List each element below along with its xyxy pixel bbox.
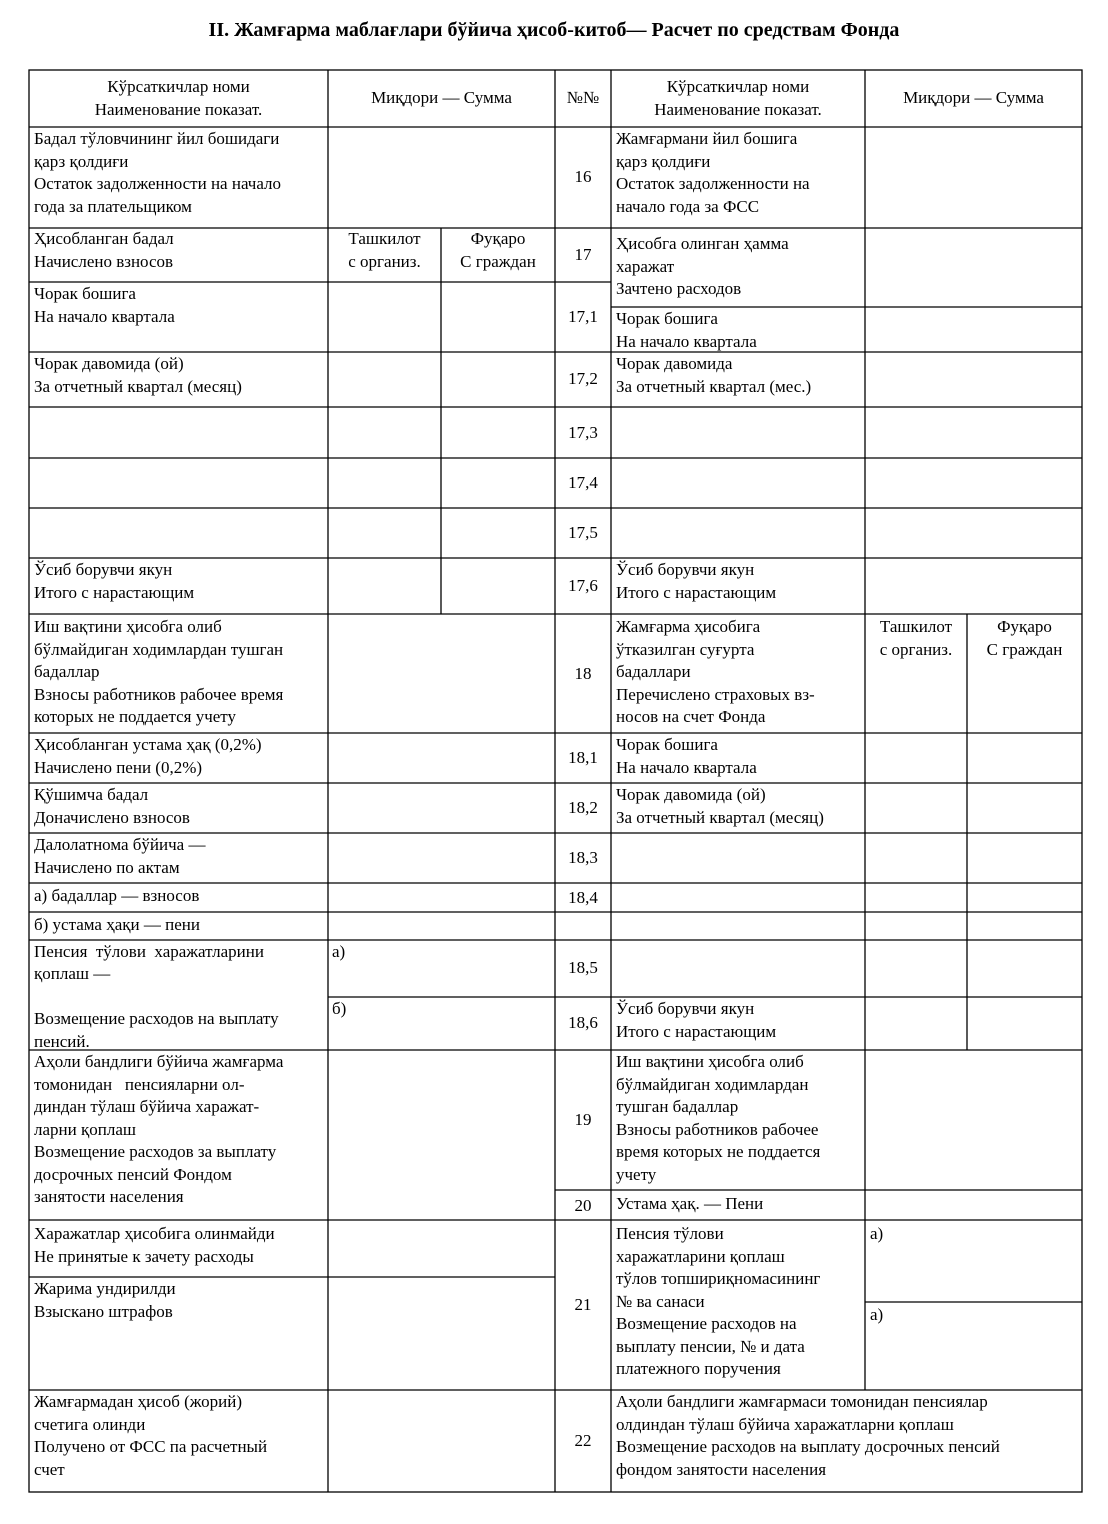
right-row-18-1: Чорак бошига На начало квартала [616, 735, 757, 777]
num-20: 20 [574, 1196, 592, 1215]
right-row-18-2: Чорак давомида (ой) За отчетный квартал (месяц) [616, 785, 824, 827]
num-18-3: 18,3 [568, 848, 598, 867]
left-row-18-4: а) бадаллар — взносов [34, 886, 200, 905]
num-17-1: 17,1 [568, 307, 598, 326]
right-row-18-cit: Фуқаро С граждан [986, 617, 1063, 659]
left-row-17-2: Чорак давомида (ой) За отчетный квартал (месяц) [34, 354, 242, 396]
num-22: 22 [574, 1431, 592, 1450]
left-row-18-5-line2: қоплаш — [34, 964, 111, 983]
page-title: II. Жамғарма маблағлари бўйича ҳисоб-китоб— Расчет по средствам Фонда [208, 19, 900, 41]
right-row-21-a2: а) [870, 1305, 884, 1324]
left-row-18-4b: б) устама ҳақи — пени [34, 915, 200, 934]
header-left-name: Кўрсаткичлар номи Наименование показат. [94, 77, 263, 119]
num-18-4: 18,4 [568, 888, 598, 907]
header-left-sum: Миқдори — Сумма [371, 88, 512, 107]
left-row-17-cit: Фуқаро С граждан [460, 229, 536, 271]
num-17-3: 17,3 [568, 423, 598, 442]
left-row-21b: Жарима ундирилди Взыскано штрафов [34, 1279, 176, 1321]
right-row-20: Устама ҳақ. — Пени [616, 1194, 764, 1213]
right-row-18-org: Ташкилот с организ. [879, 617, 953, 659]
right-row-16: Жамғармани йил бошига қарз қолдиғи Остаток задолженности на начало года за ФСС [616, 129, 810, 216]
right-row-21-a1: а) [870, 1224, 884, 1243]
header-right-name: Кўрсаткичлар номи Наименование показат. [654, 77, 822, 119]
right-row-17-2: Чорак давомида За отчетный квартал (мес.) [616, 354, 812, 396]
left-row-19: Аҳоли бандлиги бўйича жамғарма томонидан пенсияларни ол- диндан тўлаш бўйича харажат- ларни қоплаш Возмещение расходов за выплату досрочных пенсий Фондом занятости населения [34, 1052, 284, 1206]
left-row-21a: Харажатлар ҳисобига олинмайди Не принятые к зачету расходы [34, 1224, 275, 1266]
left-row-18-1: Ҳисобланган устама ҳақ (0,2%) Начислено пени (0,2%) [34, 735, 262, 777]
right-row-22: Аҳоли бандлиги жамғармаси томонидан пенсиялар олдиндан тўлаш бўйича харажатларни қоплаш Возмещение расходов на выплату досрочных пенсий фондом занятости населения [616, 1392, 1000, 1479]
num-18: 18 [574, 664, 592, 683]
num-17-6: 17,6 [568, 576, 598, 595]
num-17-4: 17,4 [568, 473, 598, 492]
num-18-1: 18,1 [568, 748, 598, 767]
left-row-18-6: Возмещение расходов на выплату пенсий. [34, 1009, 279, 1051]
right-row-21: Пенсия тўлови харажатларини қоплаш тўлов топшириқномасининг № ва санаси Возмещение расходов на выплату пенсии, № и дата платежного поручения [616, 1224, 821, 1378]
left-row-18-5-line1: Пенсия тўлови харажатларини [34, 942, 264, 961]
num-17-2: 17,2 [568, 369, 598, 388]
right-row-17-1: Чорак бошига На начало квартала [616, 309, 757, 351]
num-17: 17 [574, 245, 592, 264]
left-row-18-3: Далолатнома бўйича — Начислено по актам [34, 835, 206, 877]
num-19: 19 [574, 1110, 592, 1129]
num-18-6: 18,6 [568, 1013, 598, 1032]
num-18-5: 18,5 [568, 958, 598, 977]
right-row-17-6: Ўсиб борувчи якун Итого с нарастающим [616, 560, 777, 602]
left-row-18: Иш вақтини ҳисобга олиб бўлмайдиган ходимлардан тушган бадаллар Взносы работников рабочее время которых не поддается учету [34, 617, 284, 726]
right-row-18: Жамғарма ҳисобига ўтказилган суғурта бадаллари Перечислено страховых вз- носов на счет Фонда [616, 617, 815, 726]
right-row-17: Ҳисобга олинган ҳамма харажат Зачтено расходов [616, 234, 789, 298]
left-row-17-6: Ўсиб борувчи якун Итого с нарастающим [34, 560, 195, 602]
num-21: 21 [574, 1295, 592, 1314]
right-row-19: Иш вақтини ҳисобга олиб бўлмайдиган ходимлардан тушган бадаллар Взносы работников рабочее время которых не поддается учету [616, 1052, 821, 1184]
header-num: №№ [566, 88, 600, 107]
num-18-2: 18,2 [568, 798, 598, 817]
header-right-sum: Миқдори — Сумма [903, 88, 1044, 107]
left-row-18-5-a: а) [332, 942, 346, 961]
left-row-16: Бадал тўловчининг йил бошидаги қарз қолдиғи Остаток задолженности на начало года за плательщиком [34, 129, 282, 216]
left-row-18-2: Қўшимча бадал Доначислено взносов [34, 785, 190, 827]
left-row-17: Ҳисобланган бадал Начислено взносов [34, 229, 174, 271]
left-row-22: Жамғармадан ҳисоб (жорий) счетига олинди Получено от ФСС па расчетный счет [34, 1392, 268, 1479]
left-row-17-org: Ташкилот с организ. [348, 229, 421, 271]
num-16: 16 [574, 167, 592, 186]
left-row-17-1: Чорак бошига На начало квартала [34, 284, 175, 326]
left-row-18-6-b: б) [332, 999, 347, 1018]
num-17-5: 17,5 [568, 523, 598, 542]
right-row-18-6: Ўсиб борувчи якун Итого с нарастающим [616, 999, 777, 1041]
